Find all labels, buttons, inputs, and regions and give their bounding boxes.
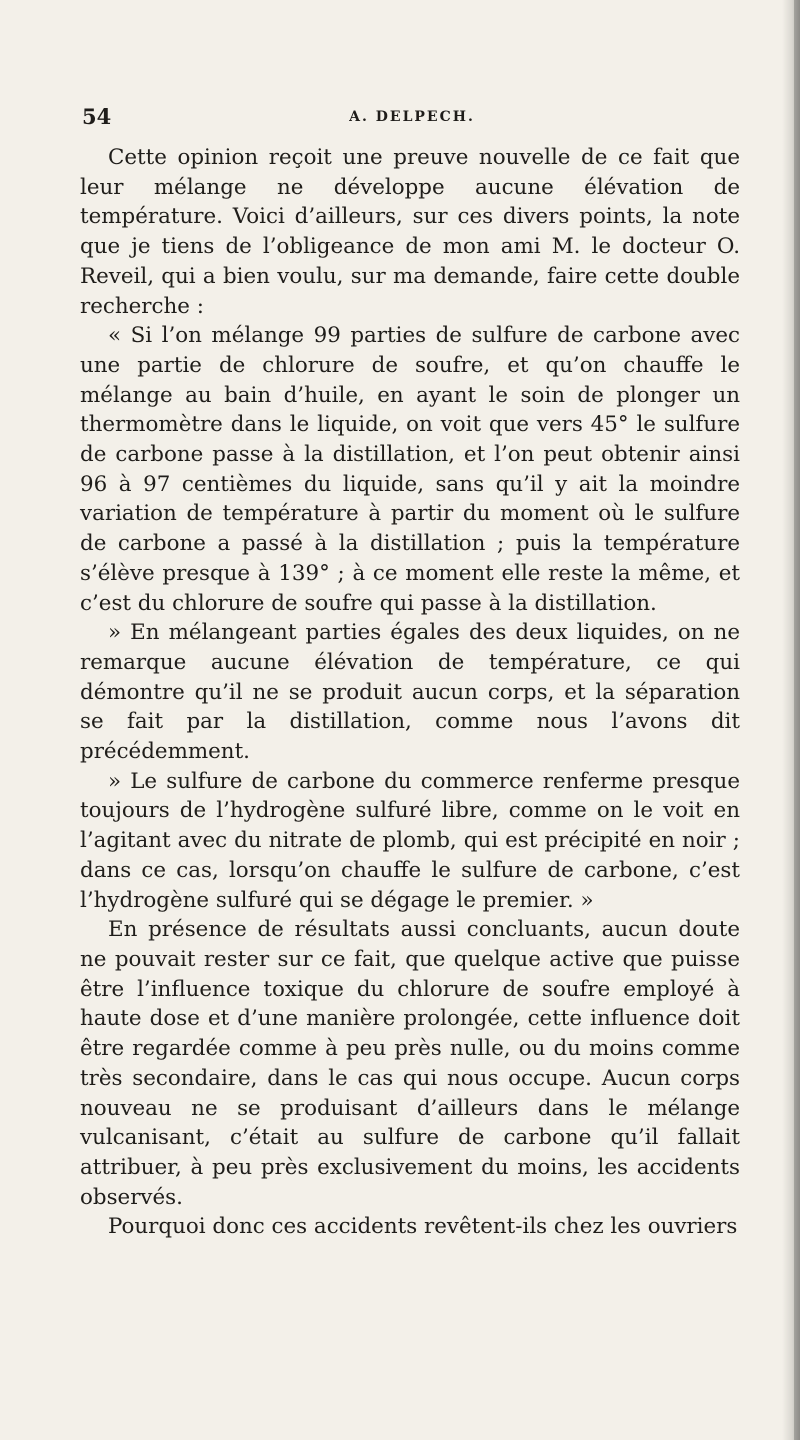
paragraph-question: Pourquoi donc ces accidents revêtent-ils chez les ouvriers [108,1214,738,1240]
paragraph-quote-commerce: » Le sulfure de carbone du commerce renferme presque toujours de l’hydrogène sulfuré libre, comme on le voit en l’agitant avec du nitrate de plomb, qui est précipité en noir ; dans ce cas, lorsqu’on chauffe le sulfure de carbone, c’est l’hydrogène sulfuré qui se dégage le premier. » [80,768,740,913]
page-header [82,104,742,134]
page-body [80,143,740,1242]
running-head: A. DELPECH. [349,109,475,125]
page-edge-binding [794,0,800,1440]
paragraph-conclusion: En présence de résultats aussi concluants, aucun doute ne pouvait rester sur ce fait, que quelque active que puisse être l’influence toxique du chlorure de soufre employé à haute dose et d’une manière prolongée, cette influence doit être regardée comme à peu près nulle, ou du moins comme très secondaire, dans le cas qui nous occupe. Aucun corps nouveau ne se produisant d’ailleurs dans le mélange vulcanisant, c’était au sulfure de carbone qu’il fallait attribuer, à peu près exclusivement du moins, les accidents observés. [80,917,740,1210]
paragraph-quote-equal-parts: » En mélangeant parties égales des deux liquides, on ne remarque aucune élévation de température, ce qui démontre qu’il ne se produit aucun corps, et la séparation se fait par la distillation, comme nous l’avons dit précédemment. [80,620,740,765]
page-number: 54 [82,104,112,129]
paragraph-opinion: Cette opinion reçoit une preuve nouvelle de ce fait que leur mélange ne développe aucune élévation de température. Voici d’ailleurs, sur ces divers points, la note que je tiens de l’obligeance de mon ami M. le docteur O. Reveil, qui a bien voulu, sur ma demande, faire cette double recherche : [80,145,740,319]
paragraph-quote-mixture: « Si l’on mélange 99 parties de sulfure de carbone avec une partie de chlorure de soufre, et qu’on chauffe le mélange au bain d’huile, en ayant le soin de plonger un thermomètre dans le liquide, on voit que vers 45° le sulfure de carbone passe à la distillation, et l’on peut obtenir ainsi 96 à 97 centièmes du liquide, sans qu’il y ait la moindre variation de température à partir du moment où le sulfure de carbone a passé à la distillation ; puis la température s’élève presque à 139° ; à ce moment elle reste la même, et c’est du chlorure de soufre qui passe à la distillation. [80,323,740,616]
